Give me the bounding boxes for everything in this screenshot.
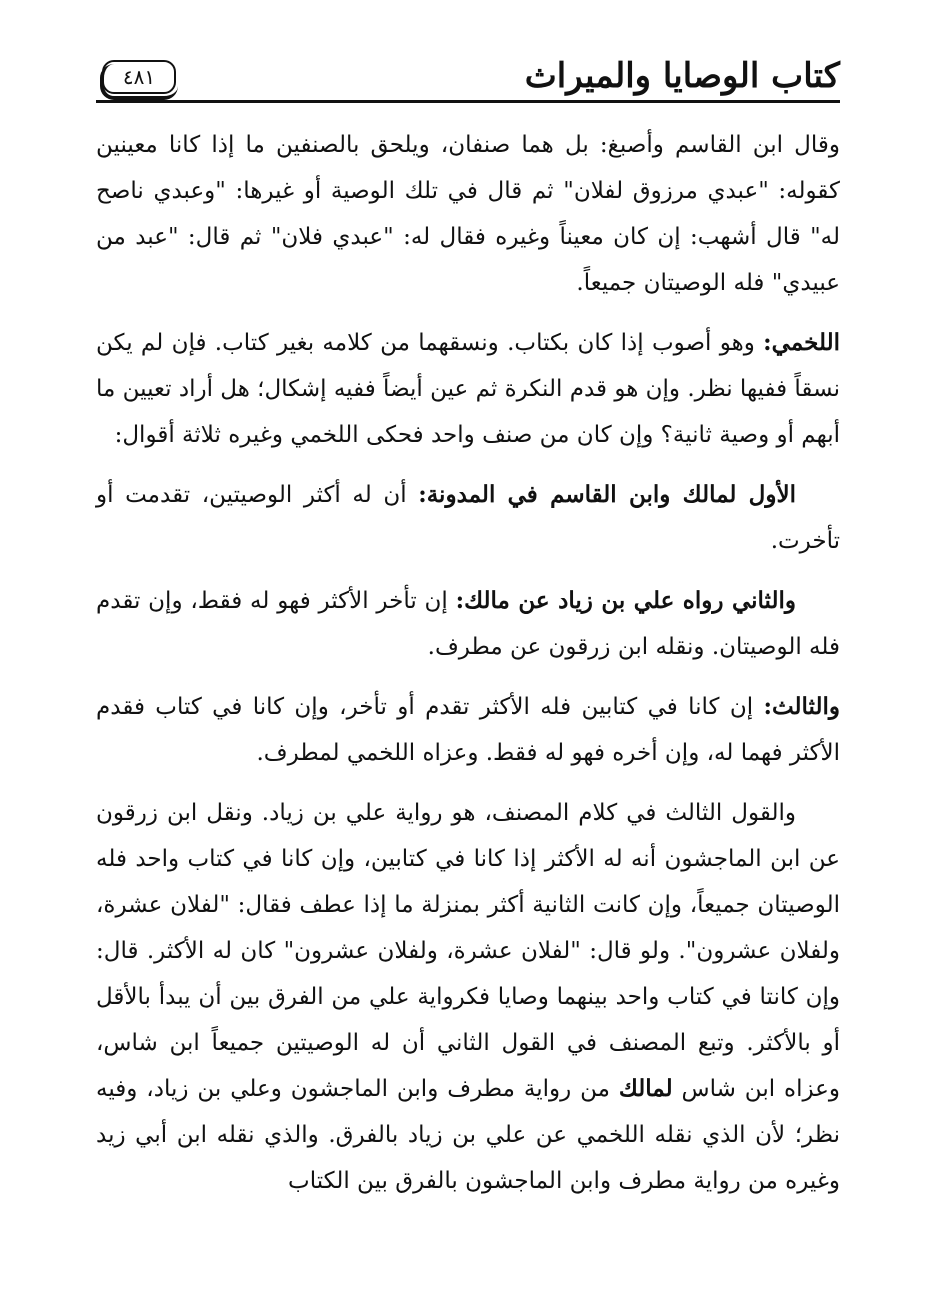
paragraph-2-text: وهو أصوب إذا كان بكتاب. ونسقهما من كلامه بغير كتاب. فإن لم يكن نسقاً ففيها نظر. وإن هو قدم النكرة ثم عين أيضاً ففيه إشكال؛ هل أراد تعيين ما أبهم أو وصية ثانية؟ وإن كان من صنف واحد فحكى اللخمي وغيره ثلاثة أقوال: xyxy=(96,330,840,448)
page-body xyxy=(96,122,840,1218)
paragraph-4-text: إن تأخر الأكثر فهو له فقط، وإن تقدم فله الوصيتان. ونقله ابن زرقون عن مطرف. xyxy=(96,588,840,660)
paragraph-2-lead: اللخمي: xyxy=(763,329,840,356)
page-header xyxy=(96,56,840,106)
paragraph-3 xyxy=(96,472,840,564)
paragraph-6-bold: لمالك xyxy=(618,1075,673,1102)
paragraph-1 xyxy=(96,122,840,306)
paragraph-5-text: إن كانا في كتابين فله الأكثر تقدم أو تأخر، وإن كانا في كتاب فقدم الأكثر فهما له، وإن أخره فهو له فقط. وعزاه اللخمي لمطرف. xyxy=(96,694,840,766)
paragraph-3-text: أن له أكثر الوصيتين، تقدمت أو تأخرت. xyxy=(96,482,840,554)
paragraph-5-lead: والثالث: xyxy=(763,693,840,720)
paragraph-3-lead: الأول لمالك وابن القاسم في المدونة: xyxy=(418,481,797,508)
paragraph-6-text-b: من رواية مطرف وابن الماجشون وعلي بن زياد، وفيه نظر؛ لأن الذي نقله اللخمي عن علي بن زياد بالفرق. والذي نقله ابن أبي زيد وغيره من رواية مطرف وابن الماجشون بالفرق بين الكتاب xyxy=(96,1076,840,1194)
paragraph-1-text: وقال ابن القاسم وأصبغ: بل هما صنفان، ويلحق بالصنفين ما إذا كانا معينين كقوله: "عبدي مرزوق لفلان" ثم قال في تلك الوصية أو غيرها: "وعبدي ناصح له" قال أشهب: إن كان معيناً وغيره فقال له: "عبدي فلان" ثم قال: "عبد من عبيدي" فله الوصيتان جميعاً. xyxy=(96,132,840,296)
page-number: ٤٨١ xyxy=(102,60,176,94)
header-divider xyxy=(96,100,840,103)
book-title: كتاب الوصايا والميراث xyxy=(524,56,840,96)
paragraph-5 xyxy=(96,684,840,776)
paragraph-2 xyxy=(96,320,840,458)
paragraph-6 xyxy=(96,790,840,1204)
paragraph-4-lead: والثاني رواه علي بن زياد عن مالك: xyxy=(455,587,796,614)
paragraph-4 xyxy=(96,578,840,670)
paragraph-6-text-a: والقول الثالث في كلام المصنف، هو رواية علي بن زياد. ونقل ابن زرقون عن ابن الماجشون أنه له الأكثر إذا كانا في كتابين، وإن كانا في كتاب واحد فله الوصيتان جميعاً، وإن كانت الثانية أكثر بمنزلة ما إذا عطف فقال: "لفلان عشرة، ولفلان عشرون". ولو قال: "لفلان عشرة، ولفلان عشرون" كان له الأكثر. قال: وإن كانتا في كتاب واحد بينهما وصايا فكرواية علي من الفرق بين أن يبدأ بالأقل أو بالأكثر. وتبع المصنف في القول الثاني أن له الوصيتين جميعاً ابن شاس، وعزاه ابن شاس xyxy=(96,800,840,1102)
